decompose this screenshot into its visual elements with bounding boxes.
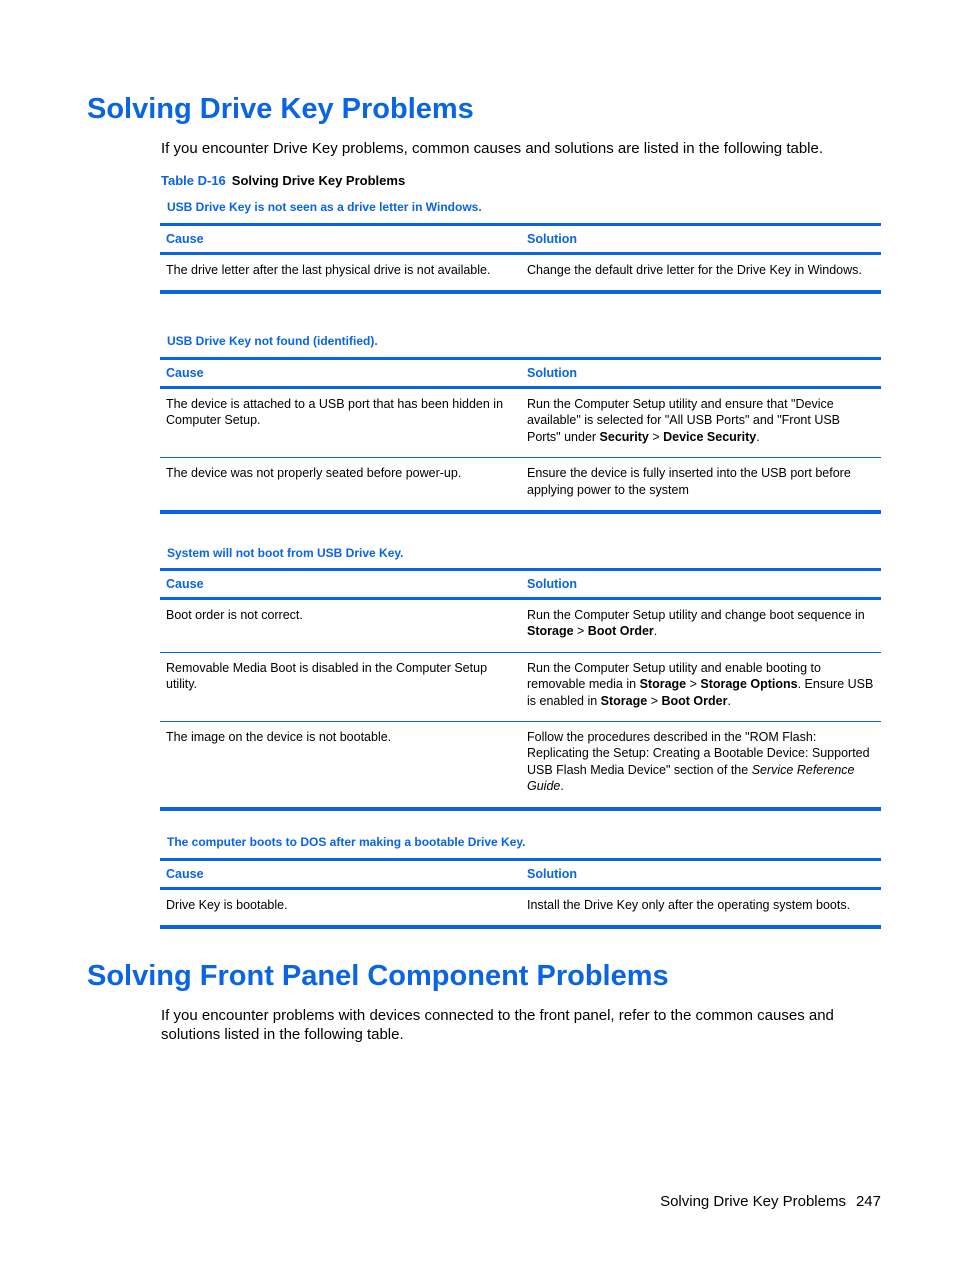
table-row bbox=[160, 388, 881, 458]
solution-text: . bbox=[727, 693, 731, 708]
table-row bbox=[160, 254, 881, 293]
footer-title: Solving Drive Key Problems bbox=[660, 1193, 846, 1210]
cause-header: Cause bbox=[160, 359, 521, 388]
menu-path-storage: Storage bbox=[639, 677, 687, 692]
solution-cell bbox=[521, 722, 881, 809]
intro-paragraph: If you encounter problems with devices connected to the front panel, refer to the common causes and solutions listed in the following table. bbox=[161, 1007, 834, 1043]
solution-cell bbox=[521, 388, 881, 458]
solution-header: Solution bbox=[521, 225, 881, 254]
table-caption-title: Solving Drive Key Problems bbox=[231, 173, 406, 188]
cause-cell: Boot order is not correct. bbox=[160, 599, 521, 653]
cause-cell: Drive Key is bootable. bbox=[160, 889, 521, 928]
page-title: Solving Drive Key Problems bbox=[87, 93, 474, 125]
troubleshooting-table bbox=[160, 223, 881, 294]
path-separator: > bbox=[647, 693, 662, 708]
table-row bbox=[160, 652, 881, 721]
cause-cell: The image on the device is not bootable. bbox=[160, 722, 521, 809]
table-number: Table D-16 bbox=[161, 173, 226, 188]
path-separator: > bbox=[648, 429, 664, 444]
solution-header: Solution bbox=[521, 570, 881, 599]
table-row bbox=[160, 599, 881, 653]
solution-cell bbox=[521, 599, 881, 653]
section-heading: Solving Front Panel Component Problems bbox=[87, 960, 669, 992]
menu-path-security: Security bbox=[599, 429, 649, 444]
solution-cell: Install the Drive Key only after the operating system boots. bbox=[521, 889, 881, 928]
table-caption bbox=[161, 173, 405, 188]
table-section-title: System will not boot from USB Drive Key. bbox=[167, 546, 404, 560]
menu-path-storage: Storage bbox=[527, 624, 574, 639]
solution-text: . bbox=[560, 779, 564, 794]
cause-header: Cause bbox=[160, 225, 521, 254]
menu-path-device-security: Device Security bbox=[663, 429, 757, 444]
cause-header: Cause bbox=[160, 570, 521, 599]
table-header-row bbox=[160, 570, 881, 599]
solution-text: . bbox=[653, 624, 658, 639]
table-header-row bbox=[160, 860, 881, 889]
document-reference: Service Reference Guide bbox=[527, 762, 855, 794]
solution-cell: Change the default drive letter for the Drive Key in Windows. bbox=[521, 254, 881, 293]
menu-path-boot-order: Boot Order bbox=[661, 693, 728, 708]
troubleshooting-table bbox=[160, 568, 881, 811]
solution-text: Run the Computer Setup utility and ensure that "Device available" is selected for "All USB Ports" and "Front USB Ports" under bbox=[527, 397, 841, 444]
table-row bbox=[160, 722, 881, 809]
solution-text: . bbox=[756, 429, 760, 444]
solution-cell bbox=[521, 652, 881, 721]
solution-text: Follow the procedures described in the "ROM Flash: Replicating the Setup: Creating a Bootable Device: Supported USB Flash Media Device" section of the bbox=[527, 730, 870, 777]
path-separator: > bbox=[573, 624, 588, 639]
table-header-row bbox=[160, 359, 881, 388]
path-separator: > bbox=[686, 677, 701, 692]
solution-header: Solution bbox=[521, 860, 881, 889]
page-number: 247 bbox=[855, 1193, 881, 1210]
troubleshooting-table bbox=[160, 357, 881, 514]
table-section-title: USB Drive Key is not seen as a drive letter in Windows. bbox=[167, 200, 482, 214]
cause-cell: The drive letter after the last physical drive is not available. bbox=[160, 254, 521, 293]
table-header-row bbox=[160, 225, 881, 254]
solution-text: . Ensure USB is enabled in bbox=[527, 677, 874, 708]
menu-path-storage: Storage bbox=[600, 693, 648, 708]
solution-cell: Ensure the device is fully inserted into the USB port before applying power to the system bbox=[521, 458, 881, 512]
cause-cell: Removable Media Boot is disabled in the Computer Setup utility. bbox=[160, 652, 521, 721]
solution-header: Solution bbox=[521, 359, 881, 388]
table-section-title: The computer boots to DOS after making a bootable Drive Key. bbox=[167, 835, 526, 849]
cause-cell: The device is attached to a USB port that has been hidden in Computer Setup. bbox=[160, 388, 521, 458]
cause-header: Cause bbox=[160, 860, 521, 889]
solution-text: Run the Computer Setup utility and change boot sequence in bbox=[527, 608, 865, 622]
cause-cell: The device was not properly seated before power-up. bbox=[160, 458, 521, 512]
troubleshooting-table bbox=[160, 858, 881, 929]
menu-path-boot-order: Boot Order bbox=[587, 624, 654, 639]
page-footer bbox=[660, 1193, 881, 1210]
table-row bbox=[160, 889, 881, 928]
table-row bbox=[160, 458, 881, 512]
menu-path-storage-options: Storage Options bbox=[700, 677, 798, 692]
solution-text: Run the Computer Setup utility and enable booting to removable media in bbox=[527, 660, 821, 692]
intro-paragraph: If you encounter Drive Key problems, common causes and solutions are listed in the following table. bbox=[161, 140, 824, 157]
table-section-title: USB Drive Key not found (identified). bbox=[167, 334, 378, 348]
